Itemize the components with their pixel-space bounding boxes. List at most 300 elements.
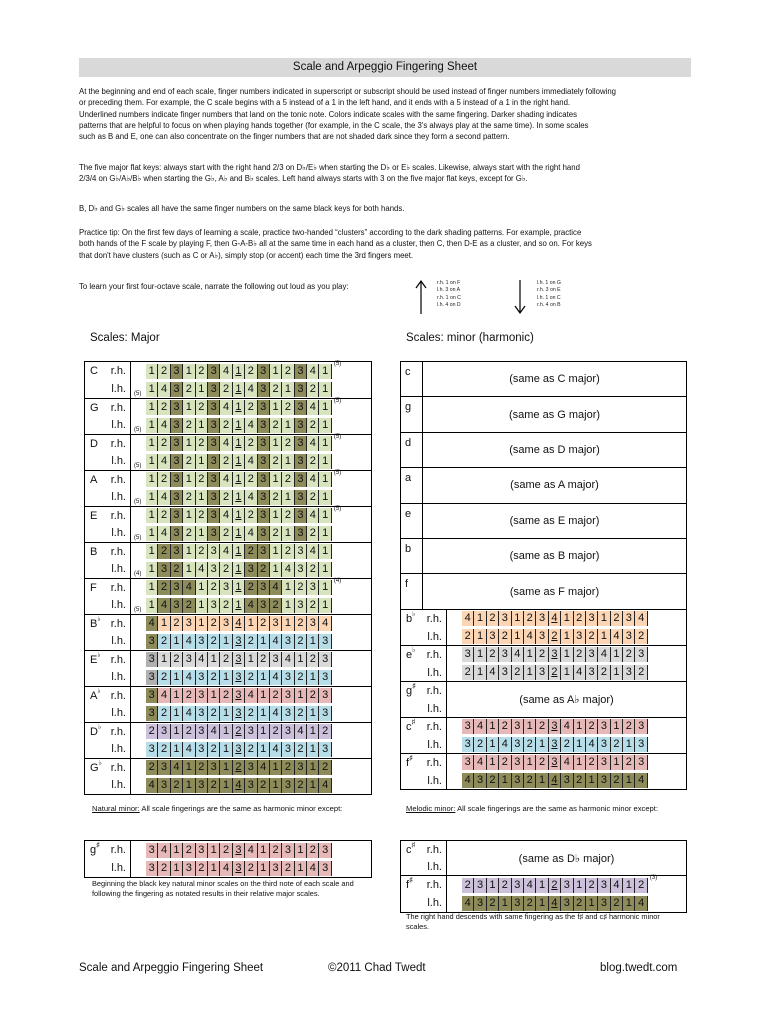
row-label bbox=[85, 776, 131, 794]
finger-number: 3 bbox=[598, 878, 610, 893]
finger-number: 3 bbox=[635, 755, 647, 770]
finger-number: 1 bbox=[307, 742, 319, 757]
row-label bbox=[401, 841, 447, 876]
row-label bbox=[401, 646, 447, 664]
right-hand-row bbox=[85, 686, 372, 704]
scale-name: G bbox=[90, 402, 99, 414]
finger-number: 3 bbox=[319, 634, 331, 649]
finger-number: 1 bbox=[146, 562, 158, 577]
finger-number: 4 bbox=[462, 611, 474, 626]
finger-number: 1 bbox=[183, 778, 195, 793]
end-finger-note: (3) bbox=[649, 875, 658, 881]
finger-number: 2 bbox=[635, 629, 647, 644]
melodic-minor-note: Melodic minor: All scale fingerings are the same as harmonic minor except: bbox=[406, 804, 658, 813]
finger-number: 4 bbox=[611, 878, 623, 893]
scale-name: b bbox=[401, 539, 423, 573]
finger-number: 1 bbox=[536, 737, 548, 752]
minor-scale-row bbox=[401, 362, 687, 397]
finger-number: 3 bbox=[282, 843, 294, 858]
finger-number: 3 bbox=[282, 670, 294, 685]
finger-strip bbox=[462, 611, 648, 626]
finger-number: 1 bbox=[258, 724, 270, 739]
finger-number: 2 bbox=[258, 778, 270, 793]
finger-sequence bbox=[447, 754, 687, 772]
finger-number: 4 bbox=[307, 544, 319, 559]
accidental: ♭ bbox=[412, 646, 416, 654]
finger-sequence bbox=[131, 380, 372, 398]
right-hand-label: r.h. bbox=[110, 726, 126, 738]
left-hand-row bbox=[85, 740, 372, 758]
finger-number: 3 bbox=[319, 688, 331, 703]
finger-number: 3 bbox=[295, 544, 307, 559]
finger-number: 1 bbox=[196, 580, 208, 595]
finger-number: 2 bbox=[220, 382, 232, 397]
minor-scale-row bbox=[401, 682, 687, 718]
finger-number: 2 bbox=[282, 508, 294, 523]
finger-number: 3 bbox=[282, 742, 294, 757]
finger-number: 3 bbox=[146, 652, 158, 667]
finger-number: 3 bbox=[208, 382, 220, 397]
text-line: l.h. 4 on D bbox=[437, 302, 461, 309]
finger-number: 4 bbox=[245, 526, 257, 541]
finger-number: 1 bbox=[208, 843, 220, 858]
scale-name: g♯ bbox=[90, 842, 100, 856]
finger-number: 2 bbox=[295, 616, 307, 631]
finger-number: 3 bbox=[208, 364, 220, 379]
finger-number: 4 bbox=[233, 616, 245, 631]
right-hand-row bbox=[401, 646, 687, 664]
finger-number: 3 bbox=[258, 400, 270, 415]
minor-scales-heading: Scales: minor (harmonic) bbox=[406, 332, 534, 344]
finger-sequence bbox=[131, 776, 372, 794]
finger-sequence bbox=[447, 772, 687, 789]
finger-number: 1 bbox=[270, 562, 282, 577]
finger-sequence bbox=[131, 651, 372, 668]
finger-number: 2 bbox=[183, 724, 195, 739]
finger-number: 2 bbox=[158, 670, 170, 685]
finger-number: 3 bbox=[623, 665, 635, 680]
accidental: ♯ bbox=[411, 718, 415, 726]
intro-paragraph-1 bbox=[79, 86, 691, 142]
finger-number: 3 bbox=[474, 878, 486, 893]
finger-number: 4 bbox=[635, 773, 647, 788]
finger-number: 2 bbox=[158, 436, 170, 451]
finger-strip bbox=[146, 382, 332, 397]
right-hand-row bbox=[85, 841, 372, 859]
finger-number: 2 bbox=[270, 382, 282, 397]
finger-sequence bbox=[131, 399, 372, 416]
finger-number: 1 bbox=[258, 706, 270, 721]
finger-number: 3 bbox=[196, 688, 208, 703]
finger-number: 2 bbox=[245, 580, 257, 595]
finger-number: 3 bbox=[171, 580, 183, 595]
finger-number: 2 bbox=[196, 472, 208, 487]
left-hand-row bbox=[85, 560, 372, 578]
finger-number: 1 bbox=[307, 778, 319, 793]
finger-number: 4 bbox=[282, 562, 294, 577]
finger-number: 1 bbox=[623, 878, 635, 893]
finger-number: 2 bbox=[282, 436, 294, 451]
finger-number: 3 bbox=[171, 544, 183, 559]
finger-sequence bbox=[447, 736, 687, 753]
left-hand-label: l.h. bbox=[111, 635, 126, 647]
finger-number: 2 bbox=[574, 896, 586, 911]
row-label bbox=[85, 596, 131, 614]
finger-number: 1 bbox=[245, 616, 257, 631]
finger-number: 1 bbox=[270, 400, 282, 415]
finger-number: 3 bbox=[462, 737, 474, 752]
finger-number: 3 bbox=[319, 843, 331, 858]
melodic-minor-table bbox=[400, 840, 687, 913]
scale-name: A bbox=[90, 474, 98, 486]
finger-number: 1 bbox=[146, 436, 158, 451]
finger-number: 3 bbox=[295, 508, 307, 523]
finger-number: 1 bbox=[196, 616, 208, 631]
finger-number: 3 bbox=[474, 896, 486, 911]
finger-number: 2 bbox=[536, 719, 548, 734]
finger-number: 4 bbox=[474, 719, 486, 734]
finger-number: 3 bbox=[208, 508, 220, 523]
finger-number: 2 bbox=[183, 382, 195, 397]
finger-number: 3 bbox=[598, 896, 610, 911]
row-label bbox=[401, 876, 447, 894]
scale-name: F bbox=[90, 582, 97, 594]
end-finger-note: (5) bbox=[333, 361, 342, 367]
start-finger-note: (5) bbox=[134, 607, 142, 613]
left-hand-label: l.h. bbox=[111, 563, 126, 575]
melodic-minor-caption: The right hand descends with same fingering as the f♯ and c♯ harmonic minor scales. bbox=[406, 912, 660, 931]
right-hand-label: r.h. bbox=[426, 879, 442, 891]
finger-strip bbox=[146, 472, 332, 487]
finger-number: 3 bbox=[512, 755, 524, 770]
left-hand-label: l.h. bbox=[111, 743, 126, 755]
finger-number: 3 bbox=[295, 562, 307, 577]
scale-name: C bbox=[90, 365, 98, 377]
right-hand-row bbox=[85, 542, 372, 560]
finger-number: 1 bbox=[611, 665, 623, 680]
finger-number: 2 bbox=[307, 688, 319, 703]
finger-number: 2 bbox=[196, 400, 208, 415]
finger-number: 4 bbox=[183, 706, 195, 721]
left-hand-label: l.h. bbox=[427, 897, 442, 909]
row-label bbox=[85, 668, 131, 686]
finger-number: 1 bbox=[307, 760, 319, 775]
text-line: 2/3/4 on G♭/A♭/B♭ when starting the G♭, A♭ and B♭ scales. Left hand always starts with 3 on the five major flat keys, except for G♭. bbox=[79, 174, 528, 184]
left-hand-row bbox=[85, 488, 372, 506]
finger-number: 3 bbox=[171, 598, 183, 613]
finger-number: 1 bbox=[233, 544, 245, 559]
finger-number: 1 bbox=[220, 742, 232, 757]
right-hand-label: r.h. bbox=[426, 720, 442, 733]
finger-strip bbox=[462, 773, 648, 788]
finger-number: 1 bbox=[220, 760, 232, 775]
scale-name: B bbox=[90, 546, 98, 558]
finger-sequence bbox=[447, 646, 687, 664]
finger-number: 2 bbox=[487, 773, 499, 788]
finger-number: 3 bbox=[158, 724, 170, 739]
finger-number: 1 bbox=[270, 760, 282, 775]
finger-number: 1 bbox=[183, 544, 195, 559]
text-line: At the beginning and end of each scale, finger numbers indicated in superscript or subscript should be used instead of finger numbers immediately following bbox=[79, 87, 616, 96]
finger-number: 2 bbox=[158, 508, 170, 523]
finger-number: 4 bbox=[183, 670, 195, 685]
finger-number: 1 bbox=[574, 737, 586, 752]
same-as-note: (same as E major) bbox=[509, 514, 600, 527]
finger-number: 2 bbox=[524, 896, 536, 911]
finger-number: 2 bbox=[220, 652, 232, 667]
finger-number: 2 bbox=[611, 896, 623, 911]
minor-scales-table bbox=[400, 361, 687, 790]
finger-number: 1 bbox=[183, 472, 195, 487]
finger-number: 2 bbox=[574, 611, 586, 626]
finger-number: 1 bbox=[524, 647, 536, 662]
finger-number: 3 bbox=[146, 634, 158, 649]
finger-number: 2 bbox=[220, 490, 232, 505]
finger-number: 3 bbox=[196, 778, 208, 793]
finger-number: 1 bbox=[319, 544, 331, 559]
finger-number: 3 bbox=[183, 616, 195, 631]
finger-number: 4 bbox=[245, 454, 257, 469]
right-hand-row bbox=[85, 434, 372, 452]
finger-number: 1 bbox=[574, 755, 586, 770]
finger-sequence bbox=[131, 704, 372, 722]
finger-number: 1 bbox=[282, 526, 294, 541]
finger-number: 4 bbox=[245, 843, 257, 858]
finger-number: 3 bbox=[512, 719, 524, 734]
row-label bbox=[85, 471, 131, 488]
finger-number: 1 bbox=[220, 706, 232, 721]
finger-number: 1 bbox=[233, 418, 245, 433]
finger-number: 4 bbox=[499, 737, 511, 752]
up-arrow-icon bbox=[415, 279, 427, 315]
finger-sequence bbox=[131, 362, 372, 380]
finger-number: 3 bbox=[295, 400, 307, 415]
text-line: l.h. 1 on C bbox=[537, 294, 561, 301]
finger-number: 3 bbox=[487, 629, 499, 644]
scale-name: c♯ bbox=[406, 842, 415, 856]
finger-number: 3 bbox=[233, 742, 245, 757]
finger-number: 2 bbox=[183, 490, 195, 505]
finger-number: 1 bbox=[282, 598, 294, 613]
finger-number: 4 bbox=[171, 760, 183, 775]
finger-number: 3 bbox=[549, 719, 561, 734]
finger-number: 2 bbox=[196, 760, 208, 775]
scale-name: D♭ bbox=[90, 724, 102, 738]
scale-name: c bbox=[401, 362, 423, 396]
finger-number: 3 bbox=[233, 652, 245, 667]
finger-number: 4 bbox=[549, 896, 561, 911]
finger-sequence bbox=[131, 488, 372, 506]
finger-number: 2 bbox=[574, 773, 586, 788]
accidental: ♭ bbox=[97, 688, 101, 695]
finger-number: 3 bbox=[462, 719, 474, 734]
finger-number: 1 bbox=[146, 418, 158, 433]
finger-number: 1 bbox=[258, 861, 270, 876]
finger-number: 2 bbox=[307, 454, 319, 469]
finger-number: 2 bbox=[623, 719, 635, 734]
natural-minor-table bbox=[84, 840, 372, 878]
finger-strip bbox=[146, 526, 332, 541]
finger-number: 1 bbox=[258, 742, 270, 757]
left-hand-row bbox=[85, 416, 372, 434]
finger-number: 3 bbox=[282, 706, 294, 721]
finger-number: 3 bbox=[258, 526, 270, 541]
accidental: ♭ bbox=[97, 652, 101, 659]
finger-number: 3 bbox=[319, 742, 331, 757]
left-hand-label: l.h. bbox=[427, 702, 442, 715]
finger-number: 2 bbox=[295, 778, 307, 793]
finger-number: 3 bbox=[319, 670, 331, 685]
right-hand-row bbox=[401, 610, 687, 628]
down-arrow-icon bbox=[514, 279, 526, 315]
finger-number: 1 bbox=[220, 670, 232, 685]
finger-number: 1 bbox=[474, 665, 486, 680]
finger-number: 3 bbox=[245, 724, 257, 739]
finger-number: 1 bbox=[183, 508, 195, 523]
finger-number: 2 bbox=[245, 364, 257, 379]
finger-strip bbox=[146, 706, 332, 721]
finger-number: 4 bbox=[158, 454, 170, 469]
finger-strip bbox=[146, 724, 332, 739]
finger-number: 4 bbox=[245, 382, 257, 397]
finger-number: 2 bbox=[183, 688, 195, 703]
footer-title: Scale and Arpeggio Fingering Sheet bbox=[79, 962, 264, 974]
finger-number: 3 bbox=[319, 861, 331, 876]
finger-strip bbox=[146, 364, 332, 379]
finger-number: 1 bbox=[245, 652, 257, 667]
scale-name: f♯ bbox=[406, 754, 413, 769]
finger-sequence bbox=[131, 543, 372, 560]
footer-link[interactable]: blog.twedt.com bbox=[600, 962, 678, 974]
finger-number: 2 bbox=[208, 706, 220, 721]
right-hand-label: r.h. bbox=[110, 546, 126, 558]
natural-minor-note: Natural minor: All scale fingerings are the same as harmonic minor except: bbox=[92, 804, 343, 813]
finger-number: 3 bbox=[598, 755, 610, 770]
intro-paragraph-3: B, D♭ and G♭ scales all have the same finger numbers on the same black keys for both hands. bbox=[79, 204, 405, 213]
finger-number: 2 bbox=[307, 598, 319, 613]
finger-number: 3 bbox=[258, 508, 270, 523]
narration-up-list bbox=[437, 280, 461, 310]
finger-number: 4 bbox=[512, 647, 524, 662]
finger-number: 3 bbox=[499, 611, 511, 626]
same-as-note: (same as D♭ major) bbox=[447, 841, 687, 875]
finger-strip bbox=[146, 688, 332, 703]
page-title: Scale and Arpeggio Fingering Sheet bbox=[79, 58, 691, 77]
finger-number: 1 bbox=[171, 688, 183, 703]
finger-number: 4 bbox=[183, 742, 195, 757]
finger-number: 1 bbox=[512, 629, 524, 644]
finger-number: 1 bbox=[171, 706, 183, 721]
finger-sequence bbox=[447, 628, 687, 645]
finger-number: 4 bbox=[220, 861, 232, 876]
same-as-note: (same as G major) bbox=[508, 408, 601, 421]
text-line: Underlined numbers indicate finger numbers that land on the tonic note. Colors indicate scales with the same fingering. Darker shading indicates bbox=[79, 109, 577, 119]
finger-number: 3 bbox=[295, 526, 307, 541]
finger-number: 1 bbox=[319, 562, 331, 577]
finger-number: 1 bbox=[258, 634, 270, 649]
finger-strip bbox=[146, 634, 332, 649]
finger-number: 2 bbox=[208, 616, 220, 631]
finger-number: 4 bbox=[307, 508, 319, 523]
left-hand-label: l.h. bbox=[111, 491, 126, 503]
finger-number: 2 bbox=[183, 418, 195, 433]
finger-number: 2 bbox=[220, 843, 232, 858]
finger-number: 1 bbox=[319, 418, 331, 433]
row-label bbox=[401, 772, 447, 789]
row-label bbox=[85, 380, 131, 398]
finger-number: 2 bbox=[536, 647, 548, 662]
finger-number: 1 bbox=[282, 580, 294, 595]
left-hand-row bbox=[85, 524, 372, 542]
footer-copyright: ©2011 Chad Twedt bbox=[328, 962, 426, 974]
finger-number: 1 bbox=[282, 616, 294, 631]
finger-number: 2 bbox=[487, 611, 499, 626]
finger-number: 2 bbox=[158, 400, 170, 415]
row-label bbox=[85, 841, 131, 859]
left-hand-label: l.h. bbox=[111, 419, 126, 431]
finger-number: 1 bbox=[536, 896, 548, 911]
left-hand-row bbox=[401, 772, 687, 790]
finger-number: 2 bbox=[462, 878, 474, 893]
finger-number: 1 bbox=[611, 647, 623, 662]
finger-number: 2 bbox=[208, 778, 220, 793]
row-label bbox=[401, 754, 447, 772]
finger-number: 3 bbox=[295, 490, 307, 505]
finger-number: 2 bbox=[474, 737, 486, 752]
row-label bbox=[85, 759, 131, 776]
finger-number: 4 bbox=[307, 364, 319, 379]
finger-number: 1 bbox=[561, 611, 573, 626]
finger-number: 4 bbox=[258, 760, 270, 775]
finger-sequence bbox=[131, 596, 372, 614]
finger-number: 1 bbox=[196, 526, 208, 541]
finger-number: 1 bbox=[208, 688, 220, 703]
finger-number: 2 bbox=[158, 580, 170, 595]
finger-number: 1 bbox=[158, 616, 170, 631]
finger-number: 4 bbox=[462, 896, 474, 911]
finger-number: 3 bbox=[561, 773, 573, 788]
finger-number: 1 bbox=[220, 634, 232, 649]
finger-number: 4 bbox=[146, 778, 158, 793]
finger-number: 4 bbox=[270, 706, 282, 721]
finger-number: 2 bbox=[245, 400, 257, 415]
minor-scale-row bbox=[401, 539, 687, 574]
finger-number: 3 bbox=[307, 616, 319, 631]
finger-number: 1 bbox=[598, 629, 610, 644]
finger-number: 1 bbox=[561, 629, 573, 644]
left-hand-row bbox=[85, 668, 372, 686]
finger-number: 4 bbox=[611, 629, 623, 644]
finger-number: 1 bbox=[623, 896, 635, 911]
finger-number: 3 bbox=[536, 629, 548, 644]
finger-number: 3 bbox=[586, 611, 598, 626]
end-finger-note: (5) bbox=[333, 470, 342, 476]
same-as-note: (same as D major) bbox=[509, 443, 600, 456]
finger-number: 1 bbox=[270, 508, 282, 523]
right-hand-label: r.h. bbox=[110, 654, 126, 666]
finger-number: 3 bbox=[598, 719, 610, 734]
finger-number: 2 bbox=[208, 742, 220, 757]
finger-sequence bbox=[131, 615, 372, 632]
finger-number: 3 bbox=[245, 562, 257, 577]
finger-number: 4 bbox=[474, 755, 486, 770]
finger-sequence bbox=[131, 668, 372, 686]
finger-number: 2 bbox=[258, 652, 270, 667]
finger-number: 1 bbox=[319, 490, 331, 505]
finger-strip bbox=[146, 843, 332, 858]
finger-number: 1 bbox=[319, 382, 331, 397]
finger-number: 4 bbox=[158, 382, 170, 397]
